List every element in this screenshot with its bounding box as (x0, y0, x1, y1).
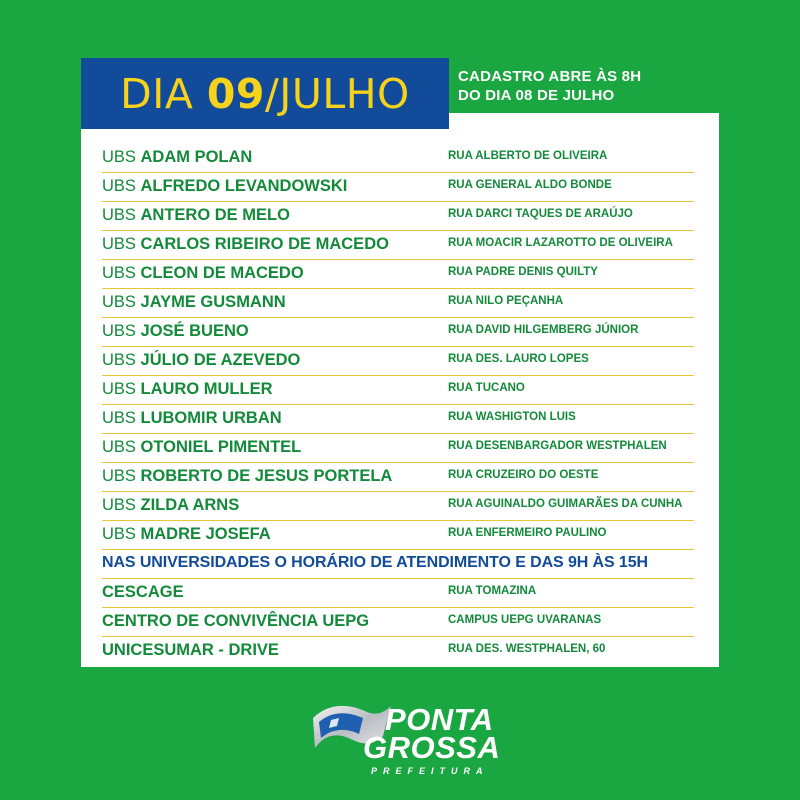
registration-note (458, 67, 788, 105)
logo-line-1: PONTA (385, 702, 494, 737)
list-item (102, 376, 694, 405)
location-prefix: UBS (102, 206, 141, 224)
location-title: JÚLIO DE AZEVEDO (140, 351, 301, 369)
list-item (102, 492, 694, 521)
university-hours-notice (102, 550, 694, 579)
list-item (102, 318, 694, 347)
location-address: RUA NILO PEÇANHA (448, 295, 564, 307)
location-prefix: UBS (102, 409, 141, 427)
location-name (102, 264, 304, 283)
list-item (102, 173, 694, 202)
location-prefix: UBS (102, 322, 141, 340)
list-item (102, 289, 694, 318)
university-name (102, 641, 279, 660)
location-address: RUA ENFERMEIRO PAULINO (448, 527, 607, 539)
location-address: RUA DARCI TAQUES DE ARAÚJO (448, 208, 633, 220)
location-address: RUA PADRE DENIS QUILTY (448, 266, 598, 278)
date-prefix: DIA (120, 69, 207, 118)
logo-line-2: GROSSA (363, 730, 501, 765)
list-item (102, 608, 694, 637)
location-title: ZILDA ARNS (140, 496, 240, 514)
list-item (102, 434, 694, 463)
location-title: CARLOS RIBEIRO DE MACEDO (140, 235, 389, 253)
location-prefix: UBS (102, 177, 141, 195)
location-prefix: UBS (102, 235, 141, 253)
location-name (102, 525, 271, 544)
date-header (81, 58, 449, 129)
registration-line-1: CADASTRO ABRE ÀS 8H (458, 68, 642, 85)
university-title: CENTRO DE CONVIVÊNCIA UEPG (102, 612, 370, 630)
location-address: RUA CRUZEIRO DO OESTE (448, 469, 599, 481)
location-prefix: UBS (102, 351, 141, 369)
location-name (102, 438, 301, 457)
university-address: RUA TOMAZINA (448, 585, 537, 597)
location-list (102, 144, 694, 666)
location-title: MADRE JOSEFA (140, 525, 271, 543)
location-address: RUA TUCANO (448, 382, 525, 394)
location-prefix: UBS (102, 264, 141, 282)
location-prefix: UBS (102, 380, 141, 398)
date-day: 09 (206, 69, 265, 118)
location-name (102, 496, 239, 515)
location-name (102, 293, 286, 312)
location-address: RUA AGUINALDO GUIMARÃES DA CUNHA (448, 498, 683, 510)
location-name (102, 235, 389, 254)
location-title: LAURO MULLER (140, 380, 273, 398)
notice-text: NAS UNIVERSIDADES O HORÁRIO DE ATENDIMENTO E DAS 9H ÀS 15H (102, 554, 648, 571)
location-address: RUA WASHIGTON LUIS (448, 411, 576, 423)
list-item (102, 231, 694, 260)
location-name (102, 322, 249, 341)
location-name (102, 177, 347, 196)
list-item (102, 144, 694, 173)
location-address: RUA DES. LAURO LOPES (448, 353, 589, 365)
list-item (102, 202, 694, 231)
location-prefix: UBS (102, 148, 141, 166)
university-name (102, 612, 369, 631)
university-address: CAMPUS UEPG UVARANAS (448, 614, 602, 626)
list-item (102, 347, 694, 376)
date-month: /JULHO (264, 69, 410, 118)
location-address: RUA ALBERTO DE OLIVEIRA (448, 150, 608, 162)
location-name (102, 409, 282, 428)
location-prefix: UBS (102, 525, 141, 543)
location-address: RUA DESENBARGADOR WESTPHALEN (448, 440, 667, 452)
university-title: CESCAGE (102, 583, 184, 601)
location-title: LUBOMIR URBAN (140, 409, 282, 427)
location-title: ALFREDO LEVANDOWSKI (140, 177, 348, 195)
university-name (102, 583, 184, 602)
location-address: RUA GENERAL ALDO BONDE (448, 179, 612, 191)
location-title: ANTERO DE MELO (140, 206, 290, 224)
list-item (102, 521, 694, 550)
location-prefix: UBS (102, 293, 141, 311)
list-item (102, 637, 694, 666)
logo-line-3: PREFEITURA (371, 766, 489, 776)
prefeitura-logo (305, 690, 505, 785)
location-title: CLEON DE MACEDO (140, 264, 304, 282)
location-title: OTONIEL PIMENTEL (140, 438, 302, 456)
location-name (102, 380, 273, 399)
location-title: JOSÉ BUENO (140, 322, 249, 340)
location-address: RUA DAVID HILGEMBERG JÚNIOR (448, 324, 639, 336)
location-title: JAYME GUSMANN (140, 293, 286, 311)
location-name (102, 467, 392, 486)
list-item (102, 260, 694, 289)
location-prefix: UBS (102, 438, 141, 456)
location-title: ROBERTO DE JESUS PORTELA (140, 467, 393, 485)
list-item (102, 463, 694, 492)
university-address: RUA DES. WESTPHALEN, 60 (448, 643, 606, 655)
university-title: UNICESUMAR - DRIVE (102, 641, 279, 659)
list-item (102, 579, 694, 608)
registration-line-2: DO DIA 08 DE JULHO (458, 87, 615, 104)
location-name (102, 351, 300, 370)
location-name (102, 148, 252, 167)
location-name (102, 206, 290, 225)
location-title: ADAM POLAN (140, 148, 253, 166)
location-prefix: UBS (102, 467, 141, 485)
location-prefix: UBS (102, 496, 141, 514)
list-item (102, 405, 694, 434)
location-address: RUA MOACIR LAZAROTTO DE OLIVEIRA (448, 237, 673, 249)
